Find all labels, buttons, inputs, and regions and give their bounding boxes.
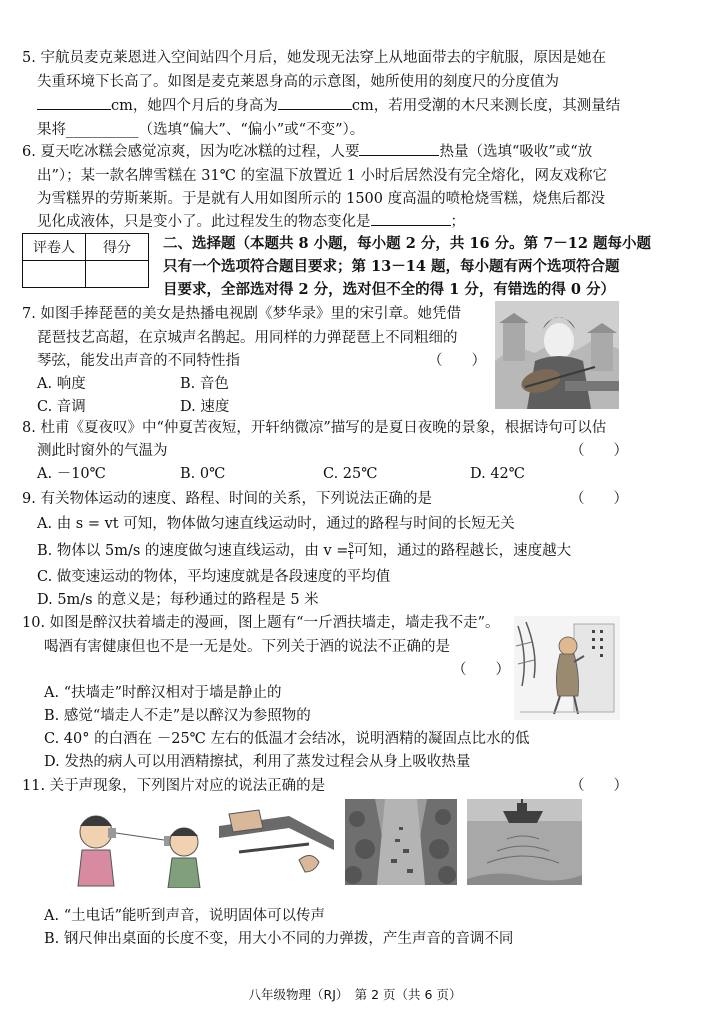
q9-option-b — [37, 540, 571, 562]
q7-answer-paren[interactable]: （ ） — [428, 353, 486, 369]
score-table-score-header: 得分 — [86, 234, 149, 261]
answer-blank[interactable] — [278, 95, 352, 110]
q11-answer-paren[interactable]: （ ） — [570, 778, 628, 794]
score-table — [22, 233, 149, 288]
q7-option-a: A. 响度 — [37, 376, 86, 392]
answer-blank[interactable] — [371, 211, 451, 226]
q10-answer-paren[interactable]: （ ） — [452, 662, 510, 678]
q9-option-b-text-b: 可知，通过的路程越长，速度越大 — [353, 543, 572, 559]
score-table-grader-cell[interactable] — [23, 261, 86, 288]
answer-blank[interactable] — [37, 95, 111, 110]
q5-line-3-text-a: cm，她四个月后的身高为 — [111, 98, 278, 114]
q8-option-a: A. －10℃ — [37, 466, 106, 482]
q9-option-a: A. 由 s = vt 可知，物体做匀速直线运动时，通过的路程与时间的长短无关 — [37, 516, 515, 532]
q6-line-4-text-a: 见化成液体，只是变小了。此过程发生的物态变化是 — [37, 214, 371, 230]
steel-ruler-on-desk-image — [219, 806, 334, 884]
q7-option-c: C. 音调 — [37, 399, 86, 415]
fraction-denominator: t — [349, 550, 354, 562]
q6-line-2: 出”）；某一款名牌雪糕在 31℃ 的室温下放置近 1 小时后居然没有完全熔化，网友戏称它 — [37, 168, 607, 184]
q5-line-3 — [37, 95, 620, 117]
q8-option-c: C. 25℃ — [323, 466, 378, 482]
tin-can-telephone-image — [68, 806, 208, 888]
q5-line-4: 果将__________（选填“偏大”、“偏小”或“不变”）。 — [37, 122, 365, 138]
q6-line-1-text-b: 热量（选填“吸收”或“放 — [439, 144, 593, 160]
q7-line-3: 琴弦，能发出声音的不同特性指 — [37, 353, 240, 369]
fraction-numerator: s — [348, 539, 354, 551]
q8-line-1: 8. 杜甫《夏夜叹》中“仲夏苦夜短，开轩纳微凉”描写的是夏日夜晚的景象，根据诗句可以估 — [22, 420, 607, 436]
q7-option-d: D. 速度 — [180, 399, 230, 415]
section-2-line-1: 二、选择题（本题共 8 小题，每小题 2 分，共 16 分。第 7－12 题每小题 — [163, 235, 652, 252]
q10-option-a: A. “扶墙走”时醉汉相对于墙是静止的 — [44, 685, 282, 701]
q5-line-1: 5. 宇航员麦克莱恩进入空间站四个月后，她发现无法穿上从地面带去的宇航服，原因是她在 — [22, 50, 606, 66]
q9-answer-paren[interactable]: （ ） — [570, 491, 628, 507]
page-footer: 八年级物理（RJ） 第 2 页（共 6 页） — [248, 987, 462, 1002]
pipa-player-image — [495, 301, 619, 409]
q5-line-3-text-b: cm，若用受潮的木尺来测长度，其测量结 — [351, 98, 621, 114]
q8-answer-paren[interactable]: （ ） — [570, 443, 628, 459]
q10-option-c: C. 40° 的白酒在 －25℃ 左右的低温才会结冰，说明酒精的凝固点比水的低 — [44, 731, 530, 747]
answer-blank[interactable] — [359, 141, 439, 156]
q10-line-2: 喝酒有害健康但也不是一无是处。下列关于酒的说法不正确的是 — [44, 639, 450, 655]
q6-line-4 — [37, 211, 465, 233]
q8-line-2: 测此时窗外的气温为 — [37, 443, 168, 459]
score-table-grader-header: 评卷人 — [23, 234, 86, 261]
drunk-man-cartoon-image — [514, 616, 620, 720]
q5-line-2: 失重环境下长高了。如图是麦克莱恩身高的示意图，她所使用的刻度尺的分度值为 — [37, 74, 559, 90]
q9-option-c: C. 做变速运动的物体，平均速度就是各段速度的平均值 — [37, 569, 391, 585]
sonar-ship-image — [467, 799, 582, 885]
q11-option-b: B. 钢尺伸出桌面的长度不变，用大小不同的力弹拨，产生声音的音调不同 — [44, 931, 514, 947]
q9-option-d: D. 5m/s 的意义是；每秒通过的路程是 5 米 — [37, 592, 319, 608]
busy-road-image — [345, 799, 457, 885]
q6-line-1-text-a: 6. 夏天吃冰糕会感觉凉爽，因为吃冰糕的过程，人要 — [22, 144, 360, 160]
q6-line-1 — [22, 141, 592, 163]
q9-line-1: 9. 有关物体运动的速度、路程、时间的关系，下列说法正确的是 — [22, 491, 432, 507]
q10-line-1: 10. 如图是醉汉扶着墙走的漫画，图上题有“一斤酒扶墙走，墙走我不走”。 — [22, 615, 500, 631]
q10-option-b: B. 感觉“墙走人不走”是以醉汉为参照物的 — [44, 708, 311, 724]
q6-line-4-text-b: ； — [450, 214, 465, 230]
section-2-line-3: 目要求，全部选对得 2 分，选对但不全的得 1 分，有错选的得 0 分） — [163, 281, 616, 298]
q8-option-b: B. 0℃ — [180, 466, 226, 482]
q7-option-b: B. 音色 — [180, 376, 229, 392]
q11-line-1: 11. 关于声现象，下列图片对应的说法正确的是 — [22, 778, 326, 794]
q6-line-3: 为雪糕界的劳斯莱斯。于是就有人用如图所示的 1500 度高温的喷枪烧雪糕，烧焦后都没 — [37, 191, 606, 207]
section-2-line-2: 只有一个选项符合题目要求；第 13－14 题，每小题有两个选项符合题 — [163, 258, 620, 275]
score-table-score-cell[interactable] — [86, 261, 149, 288]
q9-option-b-text-a: B. 物体以 5m/s 的速度做匀速直线运动，由 v = — [37, 543, 349, 559]
q10-option-d: D. 发热的病人可以用酒精擦拭，利用了蒸发过程会从身上吸收热量 — [44, 754, 471, 770]
q11-option-a: A. “土电话”能听到声音，说明固体可以传声 — [44, 908, 326, 924]
q7-line-1: 7. 如图手捧琵琶的美女是热播电视剧《梦华录》里的宋引章。她凭借 — [22, 306, 461, 322]
q7-line-2: 琵琶技艺高超，在京城声名鹊起。用同样的力弹琵琶上不同粗细的 — [37, 330, 458, 346]
q8-option-d: D. 42℃ — [470, 466, 525, 482]
